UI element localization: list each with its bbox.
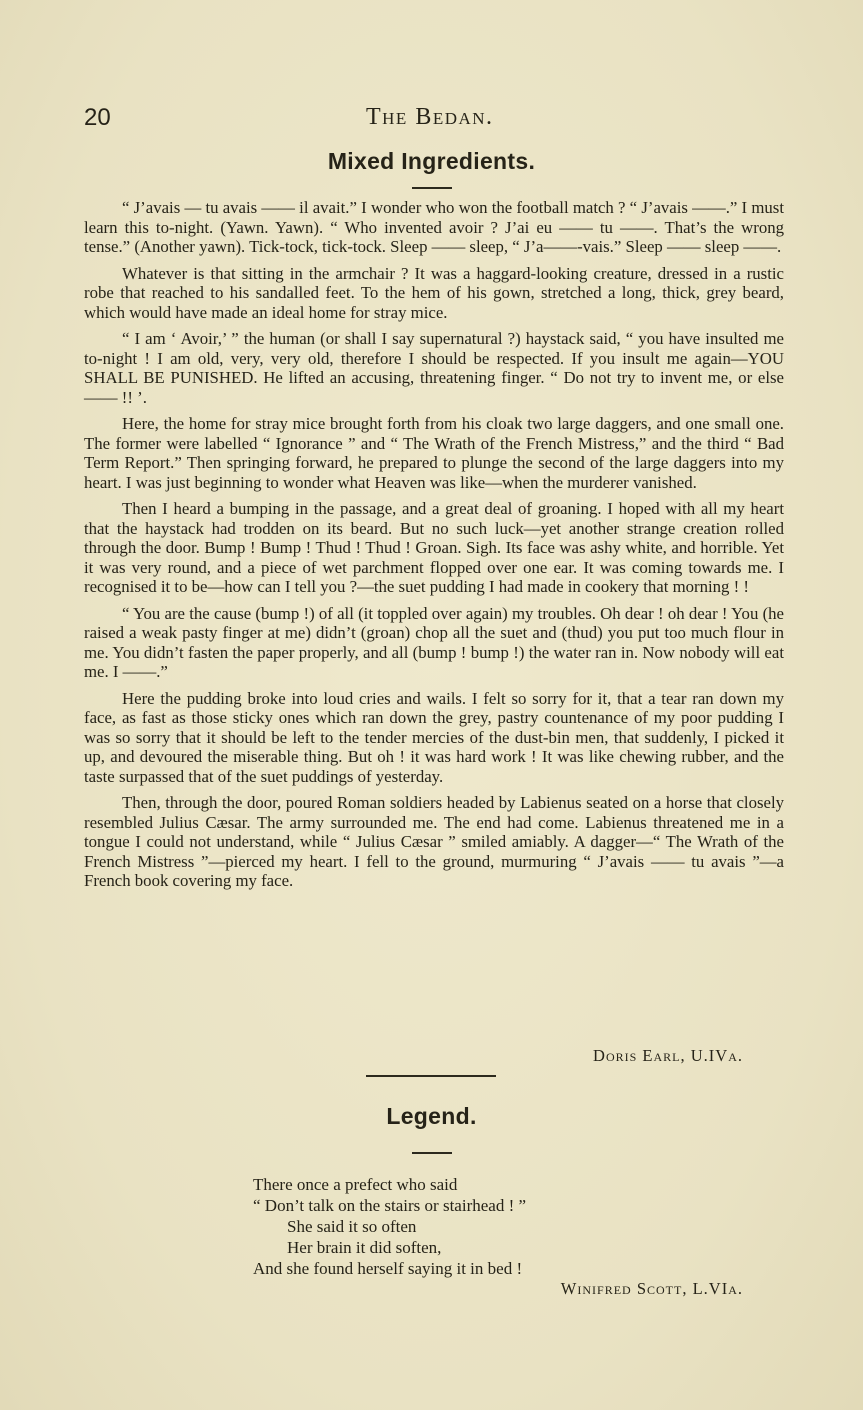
poem-line: “ Don’t talk on the stairs or stairhead ! ” (253, 1196, 527, 1215)
running-head (84, 104, 784, 134)
article-author: Doris Earl, U.IVa. (593, 1046, 743, 1065)
paragraph: Then, through the door, poured Roman soldiers headed by Labienus seated on a horse that closely resembled Julius Cæsar. The army surrounded me. The end had come. Labienus threatened me in a tongue I could not understand, while “ Julius Cæsar ” smiled amiably. A dagger—“ The Wrath of the French Mistress ”—pierced my heart. I fell to the ground, murmuring “ J’avais —— tu avais ”—a French book covering my face. (84, 793, 784, 890)
poem-line: There once a prefect who said (253, 1175, 458, 1194)
poem-title-rule (412, 1152, 452, 1154)
page-number: 20 (84, 104, 111, 131)
paragraph: “ I am ‘ Avoir,’ ” the human (or shall I say supernatural ?) haystack said, “ you have insulted me to-night ! I am old, very, very old, therefore I should be respected. If you insult me again—YOU SHALL BE PUNISHED. He lifted an accusing, threatening finger. “ Do not try to invent me, or else —— !! ’. (84, 329, 784, 407)
paragraph: “ You are the cause (bump !) of all (it toppled over again) my troubles. Oh dear ! oh dear ! You (he raised a weak pasty finger at me) didn’t (groan) chop all the suet and (thud) you put too much flour in me. You didn’t fasten the paper properly, and all (bump ! bump !) the water ran in. Now nobody will eat me. I ——.” (84, 603, 784, 681)
paragraph: Whatever is that sitting in the armchair ? It was a haggard-looking creature, dressed in a rustic robe that reached to his sandalled feet. To the hem of his gown, stretched a long, thick, grey beard, which would have made an ideal home for stray mice. (84, 263, 784, 322)
paragraph: Then I heard a bumping in the passage, and a great deal of groaning. I hoped with all my heart that the haystack had trodden on its beard. But no such luck—yet another strange creation rolled through the door. Bump ! Bump ! Thud ! Thud ! Groan. Sigh. Its face was ashy white, and horrible. Yet it was very round, and a piece of wet parchment flopped over one ear. It was coming towards me. I recognised it to be—how can I tell you ?—the suet pudding I had made in cookery that morning ! ! (84, 499, 784, 596)
poem-title: Legend. (386, 1103, 477, 1129)
paragraph: “ J’avais — tu avais —— il avait.” I wonder who won the football match ? “ J’avais ——.” I must learn this to-night. (Yawn. Yawn). “ Who invented avoir ? J’ai eu —— tu ——. That’s the wrong tense.” (Another yawn). Tick-tock, tick-tock. Sleep —— sleep, “ J’a——-vais.” Sleep —— sleep ——. (84, 198, 784, 256)
poem-line: Her brain it did soften, (287, 1238, 442, 1257)
paragraph: Here, the home for stray mice brought forth from his cloak two large daggers, and one small one. The former were labelled “ Ignorance ” and “ The Wrath of the French Mistress,” and the third “ Bad Term Report.” Then springing forward, he prepared to plunge the second of the large daggers into my heart. I was just beginning to wonder what Heaven was like—when the murderer vanished. (84, 414, 784, 492)
poem-line: And she found herself saying it in bed ! (253, 1259, 523, 1278)
article-body (84, 198, 784, 898)
journal-title: The Bedan. (366, 104, 494, 130)
paragraph: Here the pudding broke into loud cries and wails. I felt so sorry for it, that a tear ran down my face, as fast as those sticky ones which ran down the grey, pastry countenance of my poor pudding I was so sorry that it should be left to the tender mercies of the dust-bin men, that suddenly, I picked it up, and devoured the miserable thing. But oh ! it was hard work ! It was like chewing rubber, and the taste surpassed that of the suet puddings of yesterday. (84, 688, 784, 786)
poem-author: Winifred Scott, L.VIa. (560, 1279, 743, 1298)
article-title: Mixed Ingredients. (327, 148, 536, 174)
section-divider (366, 1075, 496, 1077)
title-rule (412, 187, 452, 189)
poem-body (253, 1174, 673, 1279)
poem-line: She said it so often (287, 1217, 417, 1236)
